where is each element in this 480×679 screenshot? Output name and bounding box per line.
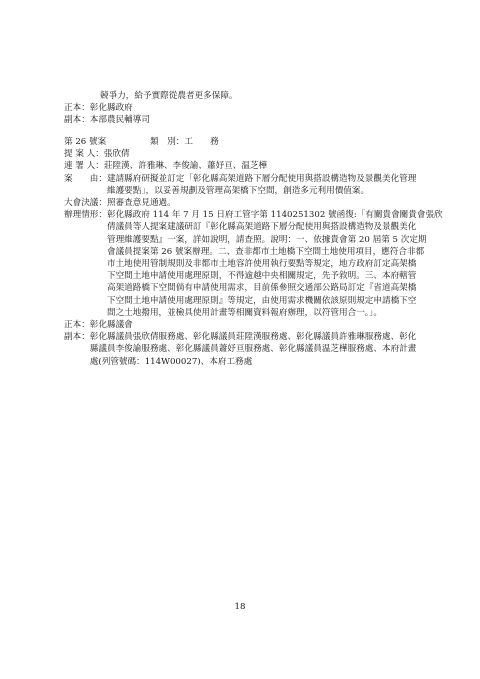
handling-line: 間之土地撥用，並檢具使用計畫等相關資料報府辦理，以符管用合一。」。 [106, 307, 382, 318]
copy-line: 縣議員李俊諭服務處、彰化縣議員蕭妤亘服務處、彰化縣議員温芝樺服務處、本府計畫 [89, 344, 417, 355]
case-original-recipient: 正本：彰化縣議會 [64, 320, 133, 331]
handling-line: 下空間土地申請使用處理原則』等規定，由使用需求機關依該原則規定申請橋下空 [106, 295, 417, 306]
cosigner-row [64, 160, 416, 172]
proposer-label: 提 案 人： [64, 149, 104, 160]
case-copy-text [90, 331, 417, 368]
proposer-name: 張欣倩 [103, 149, 130, 160]
reason-text [107, 173, 416, 197]
reason-label: 案 由： [64, 173, 107, 184]
cosigner-names: 莊陞漢、許雅琳、李俊諭、蕭妤亘、温芝樺 [103, 161, 268, 172]
case-copy-row [64, 331, 416, 368]
copy-line: 處(列管號碼：114W00027)、本府工務處 [89, 356, 253, 367]
handling-line: 倩議員等人提案建議研訂『彰化縣高架道路下層分配使用與搭設構造物及景觀美化 [106, 222, 417, 233]
handling-line: 會議員提案第 26 號案辦理。二、查非都市土地橋下空間土地使用項目，應符合非都 [106, 246, 425, 257]
handling-text [107, 209, 443, 319]
original-recipient: 正本：彰化縣政府 [64, 103, 133, 114]
handling-row [64, 209, 443, 319]
handling-label: 辦理情形： [64, 210, 107, 221]
case-number: 第 26 號案 [64, 137, 107, 147]
reason-line: 建請縣府研擬並訂定「彰化縣高架道路下層分配使用與搭設構造物及景觀美化管理 [106, 173, 417, 184]
resolution-row: 大會決議：照審查意見通過。 [64, 198, 176, 209]
handling-line: 彰化縣政府 114 年 7 月 15 日府工管字第 1140251302 號函復:「有關貴會關貴會張欣 [106, 210, 443, 221]
previous-case-tail [64, 90, 416, 127]
handling-line: 下空間土地申請使用處理原則，不得逾越中央相關規定，先予敘明。三、本府轄管 [106, 271, 417, 282]
proposer-row [64, 148, 416, 160]
continued-text: 競爭力，給予實際從農者更多保障。 [100, 91, 238, 101]
reason-row [64, 173, 416, 197]
page-number: 18 [234, 602, 246, 612]
handling-line: 高架道路橋下空間倘有申請使用需求，目前係參照交通部公路局訂定『省道高架橋 [106, 283, 417, 294]
case-block [64, 136, 443, 368]
handling-line: 市土地使用管制規則及非都市土地容許使用執行要點等規定，地方政府訂定高架橋 [106, 259, 417, 270]
cosigner-label: 連 署 人： [64, 161, 104, 172]
case-copy-label: 副本： [64, 332, 90, 343]
case-category: 類 別：工 務 [150, 137, 219, 147]
handling-line: 管理維護要點』一案，詳如說明，請查照。說明：一、依據貴會第 20 屆第 5 次定期 [106, 234, 427, 245]
copy-line: 彰化縣議員張欣倩服務處、彰化縣議員莊陞漢服務處、彰化縣議員許雅琳服務處、彰化 [89, 332, 417, 343]
reason-line: 維護要點」，以妥善規劃及管理高架橋下空間，創造多元利用價值案。 [106, 185, 370, 196]
copy-recipient: 副本：本部農民輔導司 [64, 115, 150, 126]
case-header [64, 136, 416, 148]
